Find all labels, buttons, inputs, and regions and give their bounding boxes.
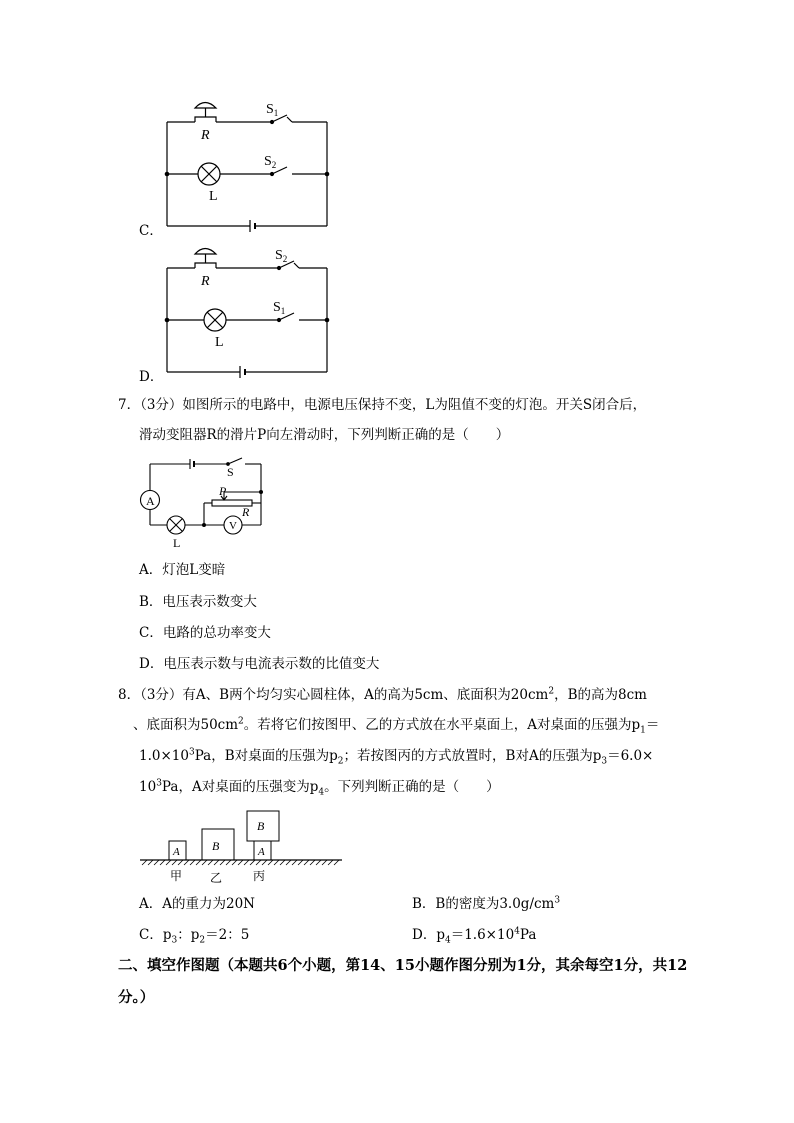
q8-text-line1: 8．（3分）有A、B两个均匀实心圆柱体，A的高为5cm、底面积为$20cm^2$，B的高为8cm xyxy=(118,686,647,703)
label-r: R xyxy=(201,274,210,289)
q8-option-d: D．$p_4=1.6\times 10^4Pa$ xyxy=(412,926,537,946)
label-l: L xyxy=(215,335,224,350)
switch-label: S xyxy=(227,465,234,479)
q8-option-c: C．$p_3$：$p_2=2$：5 xyxy=(139,927,250,946)
q7-option-a: A．灯泡L变暗 xyxy=(139,562,226,578)
q7-text-line1: 7．（3分）如图所示的电路中，电源电压保持不变，L为阻值不变的灯泡。开关S闭合后， xyxy=(118,397,647,413)
option-d-label: D． xyxy=(139,369,164,385)
q8-option-b: B．B的密度为$3.0g/cm^3$ xyxy=(412,895,561,912)
figure-bing-label: 丙 xyxy=(253,869,266,883)
q7-option-b: B．电压表示数变大 xyxy=(139,594,257,610)
circuit-diagram-d xyxy=(160,241,340,381)
q8-option-a: A．A的重力为20N xyxy=(139,896,255,912)
q8-text-line3: $1.0\times 10^3Pa$，B对桌面的压强为$p_2$；若按图丙的方式放置时，B对A的压强为$p_3=6.0\times$ xyxy=(139,747,654,767)
figure-yi-label: 乙 xyxy=(210,871,223,885)
q8-text-line4: $10^3Pa$，A对桌面的压强变为$p_4$。下列判断正确的是（ ） xyxy=(139,778,500,798)
option-c-label: C． xyxy=(139,223,163,239)
rheostat-label: R xyxy=(242,505,250,519)
cylinder-b-label: B xyxy=(257,819,265,833)
lamp-label: L xyxy=(173,536,181,550)
label-s1: $S_1$ xyxy=(273,300,286,316)
label-s2: $S_2$ xyxy=(275,248,288,264)
q7-option-c: C．电路的总功率变大 xyxy=(139,625,271,641)
q7-circuit-diagram xyxy=(135,455,275,550)
q7-option-d: D．电压表示数与电流表示数的比值变大 xyxy=(139,656,380,672)
label-s2: $S_2$ xyxy=(264,154,277,170)
label-l: L xyxy=(209,189,218,204)
q8-text-line2: 、底面积为$50cm^2$。若将它们按图甲、乙的方式放在水平桌面上，A对桌面的压强为$p_1=$ xyxy=(133,716,660,736)
ammeter-label: A xyxy=(146,494,155,508)
cylinder-a-label: A xyxy=(258,846,265,858)
figure-jia-label: 甲 xyxy=(170,869,183,883)
section-2-heading-line2: 分。） xyxy=(118,989,155,1006)
cylinder-b-label: B xyxy=(212,839,220,853)
circuit-diagram-c xyxy=(160,95,340,235)
section-2-heading-line1: 二、填空作图题（本题共6个小题，第14、15小题作图分别为1分，其余每空1分，共12 xyxy=(118,957,688,974)
q7-text-line2: 滑动变阻器R的滑片P向左滑动时，下列判断正确的是（ ） xyxy=(139,427,510,443)
label-r: R xyxy=(201,128,210,143)
voltmeter-label: V xyxy=(229,520,237,532)
q8-cylinders-figure xyxy=(138,806,348,886)
cylinder-a-label: A xyxy=(173,846,180,858)
label-s1: $S_1$ xyxy=(266,102,279,118)
slider-label: P xyxy=(219,484,227,498)
